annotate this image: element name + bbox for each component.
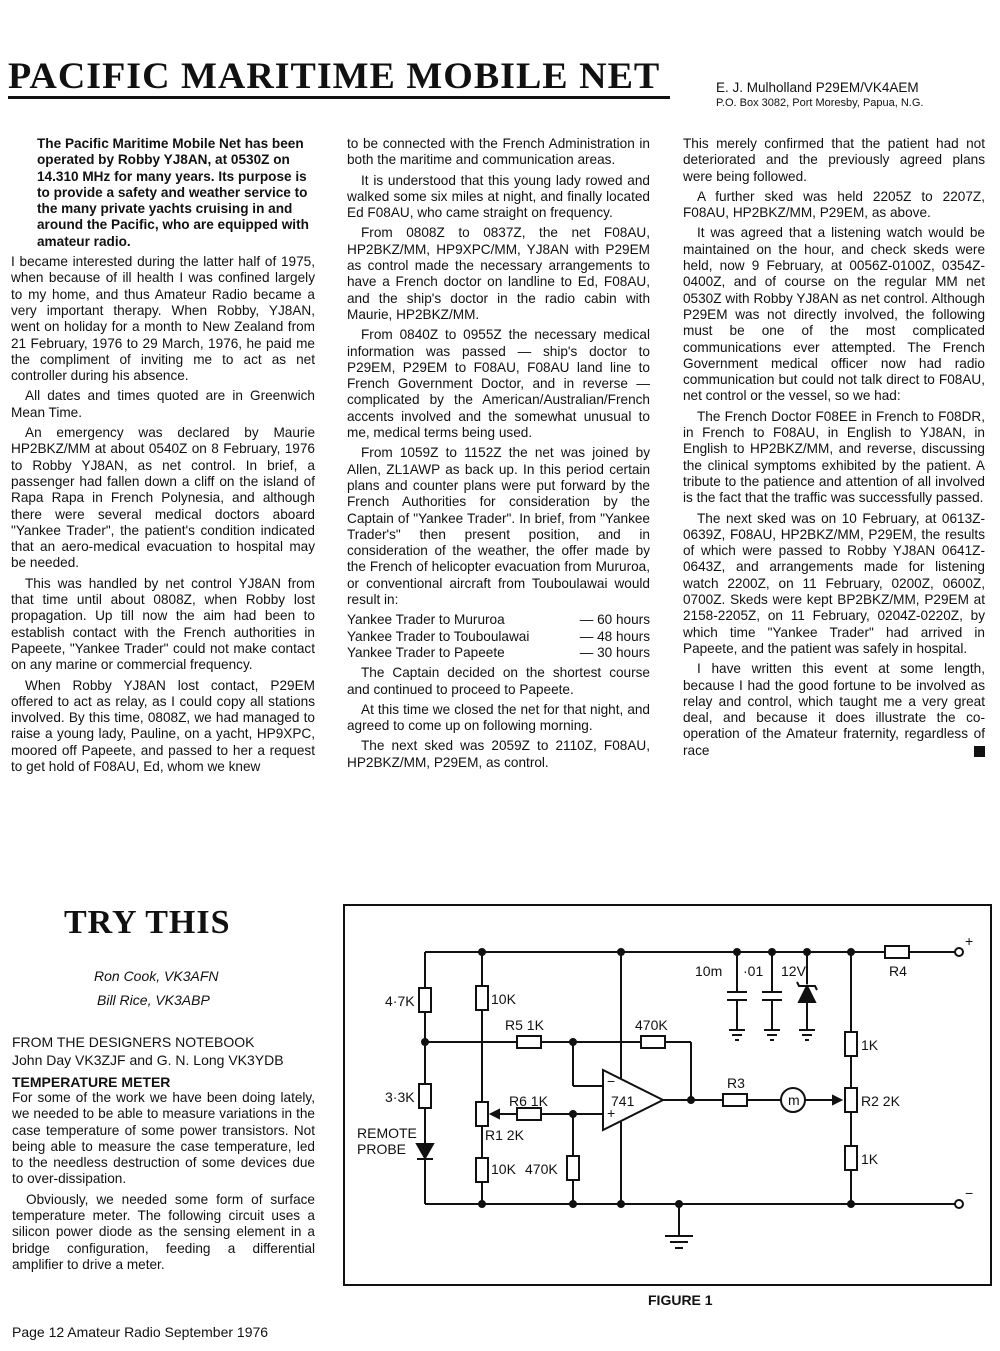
route-row	[347, 629, 650, 645]
label-r2: R2 2K	[861, 1093, 900, 1109]
paragraph: A further sked was held 2205Z to 2207Z, F08AU, HP2BKZ/MM, P29EM, as above.	[683, 188, 985, 221]
paragraph: The Captain decided on the shortest course and continued to proceed to Papeete.	[347, 665, 650, 697]
label-r33k: 3·3K	[385, 1089, 415, 1105]
label-terminal-minus: −	[965, 1185, 974, 1201]
final-text: I have written this event at some length, because I had the good fortune to be involved as relay and control, which taught me a very great deal, and because it does illustrate the co-operation of the Amateur fraternity, regardless of race	[683, 661, 985, 758]
label-r10k-bot: 10K	[491, 1161, 516, 1177]
label-r1k-bot: 1K	[861, 1151, 879, 1167]
byline-1: Ron Cook, VK3AFN	[94, 968, 219, 984]
paragraph: It was agreed that a listening watch would be maintained on the hour, and check skeds were held, now 9 February, at 0056Z-0100Z, 0354Z-0400Z, and of course on the regular MM net 0530Z with Robby YJ8AN as net control. Although P29EM was not directly involved, the following must be one of the most complicated communications ever attempted. The French Government medical officer now had radio communication but could not talk direct to F08AU, net control or the vessel, so we had:	[683, 225, 985, 404]
route-time: — 60 hours	[579, 612, 650, 628]
route-place: Yankee Trader to Papeete	[347, 644, 505, 660]
paragraph-final	[683, 661, 985, 759]
route-row	[347, 612, 650, 628]
label-r470k-top: 470K	[635, 1017, 668, 1033]
route-place: Yankee Trader to Touboulawai	[347, 628, 530, 644]
article-column-3	[683, 136, 985, 763]
label-remote: REMOTE	[357, 1125, 417, 1141]
label-r6: R6 1K	[509, 1093, 548, 1109]
paragraph: It is understood that this young lady rowed and walked some six miles at night, and finally located Ed F08AU, who came straight on frequency.	[347, 172, 650, 221]
notebook-heading: FROM THE DESIGNERS NOTEBOOK	[12, 1034, 255, 1050]
try-this-body	[12, 1090, 315, 1277]
label-cap-01: ·01	[743, 963, 764, 979]
title-rule	[8, 96, 670, 99]
label-r4: R4	[889, 963, 907, 979]
article-column-2	[347, 136, 650, 775]
label-zener: 12V	[781, 963, 806, 979]
paragraph: For some of the work we have been doing lately, we needed to be able to measure variations in the case temperature of some power transistors. Not being able to measure the case temperature, led to the needless destruction of some devices due to over-dissipation.	[12, 1090, 315, 1187]
label-cap-10m: 10m	[695, 963, 723, 979]
paragraph: When Robby YJ8AN lost contact, P29EM offered to act as relay, as I could copy all stations involved. By this time, 0808Z, we had managed to raise a young lady, Pauline, on a yacht, HP9XPC, moored off Papeete, and passed to her a request to get hold of F08AU, Ed, whom we knew	[11, 677, 315, 774]
label-probe: PROBE	[357, 1141, 407, 1157]
label-r47k: 4·7K	[385, 993, 415, 1009]
route-place: Yankee Trader to Mururoa	[347, 612, 505, 628]
route-table	[347, 612, 650, 661]
label-terminal-plus: +	[965, 933, 974, 949]
paragraph: From 0808Z to 0837Z, the net F08AU, HP2BKZ/MM, HP9XPC/MM, YJ8AN with P29EM as control made the necessary arrangements to have a French doctor on landline to Ed, F08AU, and the ship's doctor in the radio cabin with Maurie, HP2BKZ/MM.	[347, 225, 650, 322]
paragraph: Obviously, we needed some form of surface temperature meter. The following circuit uses a silicon power diode as the sensing element in a bridge configuration, feeding a differential amplifier to drive a meter.	[12, 1191, 315, 1272]
try-this-title: TRY THIS	[64, 904, 231, 941]
label-opamp-plus: +	[607, 1105, 616, 1121]
circuit-schematic	[345, 906, 990, 1284]
paragraph: The next sked was 2059Z to 2110Z, F08AU, HP2BKZ/MM, P29EM, as control.	[347, 738, 650, 770]
end-of-article-mark	[974, 746, 985, 757]
author-line: E. J. Mulholland P29EM/VK4AEM	[716, 80, 919, 95]
page-footer: Page 12 Amateur Radio September 1976	[12, 1324, 269, 1340]
label-r1: R1 2K	[485, 1127, 524, 1143]
paragraph: I became interested during the latter half of 1975, when because of ill health I was confined largely to my home, and thus Amateur Radio became a very important therapy. When Robby, YJ8AN, went on holiday for a month to New Zealand from 21 February, 1976 to 29 March, 1976, he paid me the compliment of inviting me to act as net controller during his absence.	[11, 254, 315, 384]
route-time: — 30 hours	[579, 644, 650, 660]
route-row	[347, 645, 650, 661]
paragraph: From 0840Z to 0955Z the necessary medical information was passed — ship's doctor to P29EM, P29EM to F08AU, F08AU land line to French Government Doctor, and in reverse — complicated by the American/Australian/French accents involved and the somewhat unusual to me, medical terms being used.	[347, 327, 650, 441]
paragraph: At this time we closed the net for that night, and agreed to come up on following morning.	[347, 701, 650, 734]
section-heading: TEMPERATURE METER	[12, 1074, 171, 1090]
paragraph: The next sked was on 10 February, at 0613Z-0639Z, F08AU, HP2BKZ/MM, P29EM, the results of which were passed to Robby YJ8AN 0641Z-0643Z, and arrangements made for listening watch 2200Z, on 11 February, 0200Z, 0600Z, 0700Z. Skeds were kept BP2BKZ/MM, P29EM at 2158-2205Z, on 11 February, 0204Z-0220Z, by which time "Yankee Trader" had arrived in Papeete, and the patient was safely in hospital.	[683, 510, 985, 656]
figure-caption: FIGURE 1	[648, 1292, 713, 1308]
label-r10k-top: 10K	[491, 991, 516, 1007]
label-r1k-top: 1K	[861, 1037, 879, 1053]
notebook-authors: John Day VK3ZJF and G. N. Long VK3YDB	[12, 1052, 284, 1068]
paragraph: to be connected with the French Administration in both the maritime and communication areas.	[347, 136, 650, 168]
author-address: P.O. Box 3082, Port Moresby, Papua, N.G.	[716, 97, 924, 109]
label-r470k-bot: 470K	[525, 1161, 558, 1177]
label-opamp-minus: −	[607, 1073, 616, 1089]
paragraph: The French Doctor F08EE in French to F08DR, in French to F08AU, in English to YJ8AN, in English to HP2BKZ/MM, and reverse, discussing the clinical symptoms exhibited by the patient. A tribute to the patience and attention of all involved is the fact that the traffic was successfully passed.	[683, 408, 985, 506]
label-r3: R3	[727, 1075, 745, 1091]
article-column-1	[11, 136, 315, 779]
label-r5: R5 1K	[505, 1017, 544, 1033]
schematic-frame	[343, 904, 992, 1286]
paragraph: An emergency was declared by Maurie HP2BKZ/MM at about 0540Z on 8 February, 1976 to Robby YJ8AN, as net control. In brief, a passenger had fallen down a cliff on the island of Rapa Rapa in French Polynesia, and although there were several medical doctors aboard "Yankee Trader", the patient's condition indicated that an aero-medical evacuation to hospital may be needed.	[11, 425, 315, 571]
paragraph: From 1059Z to 1152Z the net was joined by Allen, ZL1AWP as back up. In this period certain plans and counter plans were put forward by the French Authorities for consideration by the Captain of "Yankee Trader". In brief, from "Yankee Trader's" then present position, and in consideration of the weather, the offer made by the French of helicopter evacuation from Mururoa, or conventional aircraft from Touboulawai would result in:	[347, 445, 650, 608]
byline-2: Bill Rice, VK3ABP	[97, 992, 210, 1008]
article-title: PACIFIC MARITIME MOBILE NET	[8, 55, 661, 97]
label-opamp: 741	[611, 1093, 635, 1109]
article-intro: The Pacific Maritime Mobile Net has been operated by Robby YJ8AN, at 0530Z on 14.310 MHz for many years. Its purpose is to provide a safety and weather service to the many private yachts cruising in and around the Pacific, who are equipped with amateur radio.	[37, 136, 309, 249]
paragraph: All dates and times quoted are in Greenwich Mean Time.	[11, 388, 315, 420]
paragraph: This merely confirmed that the patient had not deteriorated and the previously agreed plans were being followed.	[683, 136, 985, 184]
paragraph: This was handled by net control YJ8AN from that time until about 0808Z, when Robby lost propagation. Up till now the aim had been to establish contact with the French authorities in Papeete, "Yankee Trader" could not make contact on any marine or commercial frequency.	[11, 575, 315, 673]
route-time: — 48 hours	[579, 628, 650, 644]
label-meter: m	[788, 1092, 800, 1108]
